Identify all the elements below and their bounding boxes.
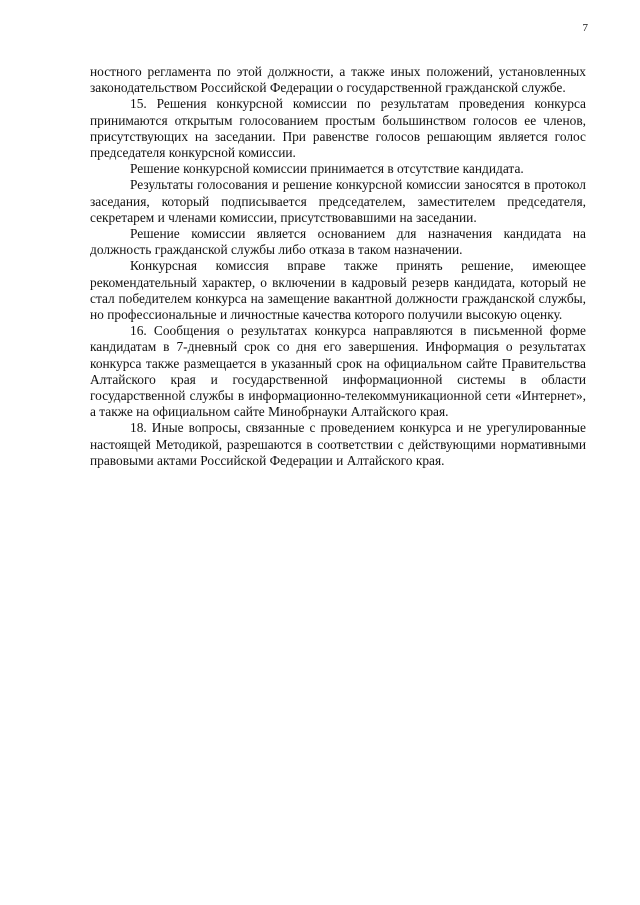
paragraph-item-16: 16. Сообщения о результатах конкурса направляются в письменной форме кандидатам в 7-дневный срок со дня его завершения. Информация о результатах конкурса также размещается в указанный срок на официальном сайте Правительства Алтайского края и государственной информационной системы в области государственной службы в информационно-телекоммуникационной сети «Интернет», а также на официальном сайте Минобрнауки Алтайского края.	[90, 323, 586, 420]
paragraph-voting-results: Результаты голосования и решение конкурсной комиссии заносятся в протокол заседания, который подписывается председателем, заместителем председателя, секретарем и членами комиссии, присутствовавшими на заседании.	[90, 177, 586, 225]
paragraph-item-15: 15. Решения конкурсной комиссии по результатам проведения конкурса принимаются открытым голосованием простым большинством голосов ее членов, присутствующих на заседании. При равенстве голосов решающим является голос председателя конкурсной комиссии.	[90, 96, 586, 161]
paragraph-decision-absence: Решение конкурсной комиссии принимается в отсутствие кандидата.	[130, 161, 524, 177]
page-number: 7	[582, 22, 588, 34]
paragraph-decision-basis: Решение комиссии является основанием для назначения кандидата на должность гражданской службы либо отказа в таком назначении.	[90, 226, 586, 258]
paragraph-continuation: ностного регламента по этой должности, а также иных положений, установленных законодательством Российской Федерации о государственной гражданской службе.	[90, 64, 586, 96]
paragraph-item-18: 18. Иные вопросы, связанные с проведением конкурса и не урегулированные настоящей Методикой, разрешаются в соответствии с действующими нормативными правовыми актами Российской Федерации и Алтайского края.	[90, 420, 586, 468]
paragraph-personnel-reserve: Конкурсная комиссия вправе также принять решение, имеющее рекомендательный характер, о включении в кадровый резерв кандидата, который не стал победителем конкурса на замещение вакантной должности гражданской службы, но профессиональные и личностные качества которого получили высокую оценку.	[90, 258, 586, 323]
document-body	[90, 64, 586, 469]
